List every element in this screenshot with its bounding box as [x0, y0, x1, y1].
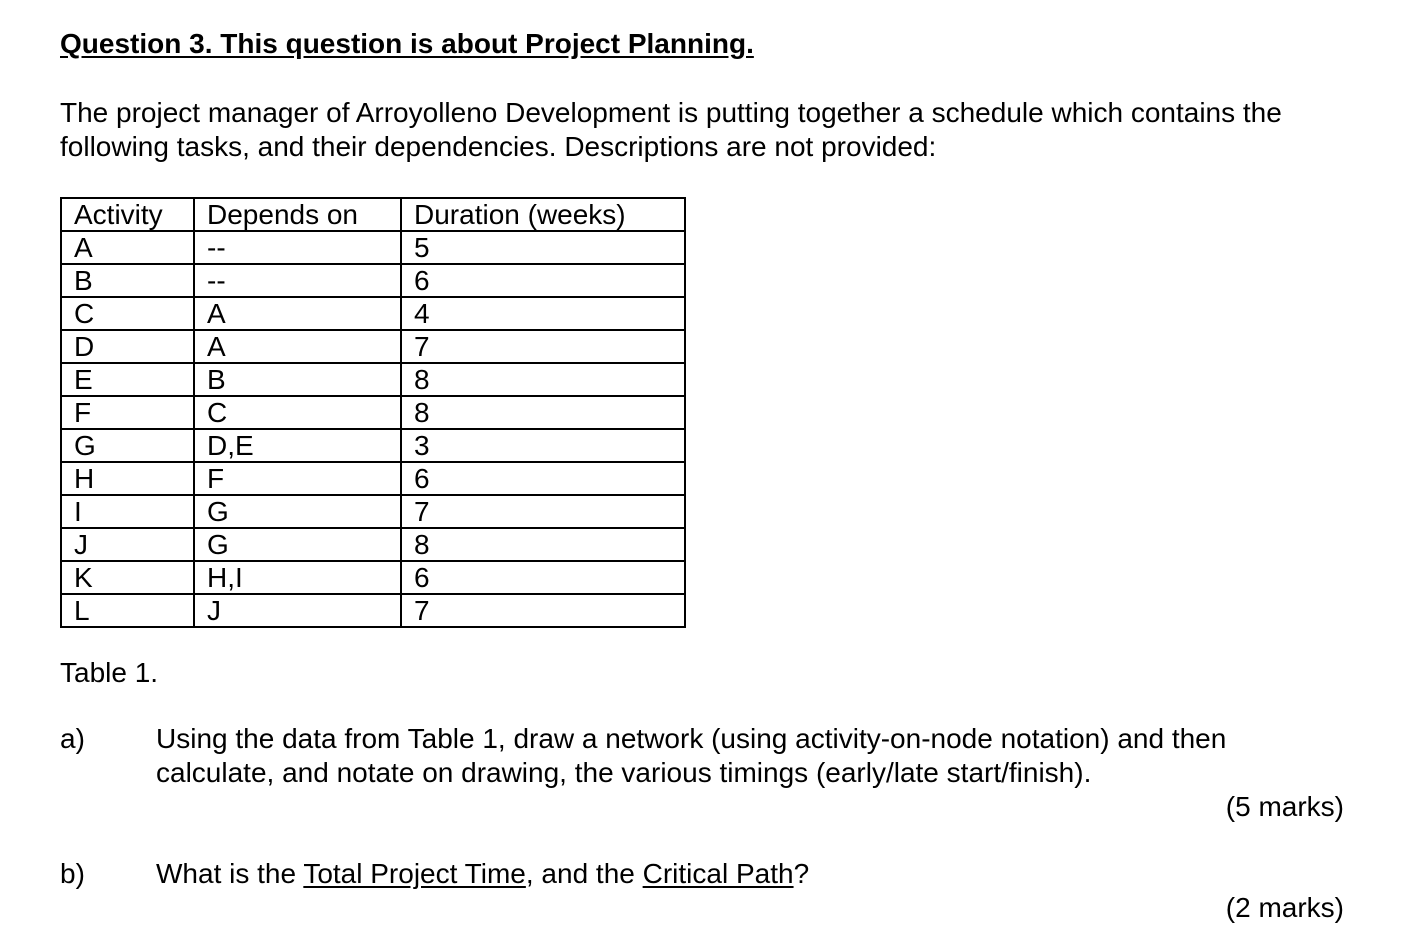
cell-activity: I: [61, 495, 194, 528]
question-b-middle: , and the: [525, 858, 643, 889]
question-a-line-1: Using the data from Table 1, draw a network (using activity-on-node notation) and then: [156, 723, 1227, 754]
cell-duration: 5: [401, 231, 685, 264]
cell-depends-on: C: [194, 396, 401, 429]
header-depends-on: Depends on: [194, 198, 401, 231]
question-b-label: b): [60, 858, 85, 889]
question-b-marks: (2 marks): [1225, 892, 1344, 923]
cell-duration: 8: [401, 396, 685, 429]
cell-depends-on: --: [194, 264, 401, 297]
cell-activity: K: [61, 561, 194, 594]
activity-table: [60, 197, 686, 628]
cell-depends-on: H,I: [194, 561, 401, 594]
table-row: [61, 330, 685, 363]
cell-activity: G: [61, 429, 194, 462]
cell-activity: L: [61, 594, 194, 627]
header-activity: Activity: [61, 198, 194, 231]
header-duration: Duration (weeks): [401, 198, 685, 231]
intro-line-1: The project manager of Arroyolleno Development is putting together a schedule which contains the: [60, 97, 1282, 128]
cell-depends-on: G: [194, 495, 401, 528]
cell-depends-on: D,E: [194, 429, 401, 462]
cell-depends-on: A: [194, 330, 401, 363]
cell-duration: 8: [401, 528, 685, 561]
cell-duration: 4: [401, 297, 685, 330]
cell-activity: J: [61, 528, 194, 561]
question-b-line: [156, 857, 1356, 891]
table-row: [61, 264, 685, 297]
question-heading: Question 3. This question is about Project Planning.: [60, 28, 754, 59]
question-a-line-2: calculate, and notate on drawing, the various timings (early/late start/finish).: [156, 757, 1092, 788]
cell-duration: 6: [401, 264, 685, 297]
cell-depends-on: A: [194, 297, 401, 330]
question-a-label: a): [60, 723, 85, 754]
cell-depends-on: B: [194, 363, 401, 396]
table-row: [61, 231, 685, 264]
table-row: [61, 429, 685, 462]
cell-duration: 7: [401, 495, 685, 528]
cell-activity: D: [61, 330, 194, 363]
question-a-marks: (5 marks): [1225, 791, 1344, 822]
cell-activity: C: [61, 297, 194, 330]
cell-duration: 6: [401, 561, 685, 594]
cell-depends-on: J: [194, 594, 401, 627]
question-b-prefix: What is the: [156, 858, 304, 889]
cell-duration: 8: [401, 363, 685, 396]
question-b-suffix: ?: [793, 858, 810, 889]
table-row: [61, 594, 685, 627]
table-header-row: [61, 198, 685, 231]
cell-activity: E: [61, 363, 194, 396]
question-a-text: [156, 722, 1356, 790]
table-row: [61, 396, 685, 429]
cell-duration: 7: [401, 330, 685, 363]
cell-activity: F: [61, 396, 194, 429]
intro-paragraph: [60, 96, 1360, 164]
cell-duration: 6: [401, 462, 685, 495]
table-row: [61, 495, 685, 528]
cell-activity: A: [61, 231, 194, 264]
table-row: [61, 462, 685, 495]
table-caption: Table 1.: [60, 657, 159, 688]
cell-duration: 3: [401, 429, 685, 462]
total-project-time-term: Total Project Time: [303, 858, 526, 889]
table-row: [61, 363, 685, 396]
cell-activity: H: [61, 462, 194, 495]
cell-depends-on: F: [194, 462, 401, 495]
table-row: [61, 297, 685, 330]
question-b-text: [156, 857, 1356, 891]
table-row: [61, 561, 685, 594]
intro-line-2: following tasks, and their dependencies. Descriptions are not provided:: [60, 131, 937, 162]
cell-depends-on: G: [194, 528, 401, 561]
cell-duration: 7: [401, 594, 685, 627]
cell-depends-on: --: [194, 231, 401, 264]
table-row: [61, 528, 685, 561]
cell-activity: B: [61, 264, 194, 297]
critical-path-term: Critical Path: [642, 858, 794, 889]
